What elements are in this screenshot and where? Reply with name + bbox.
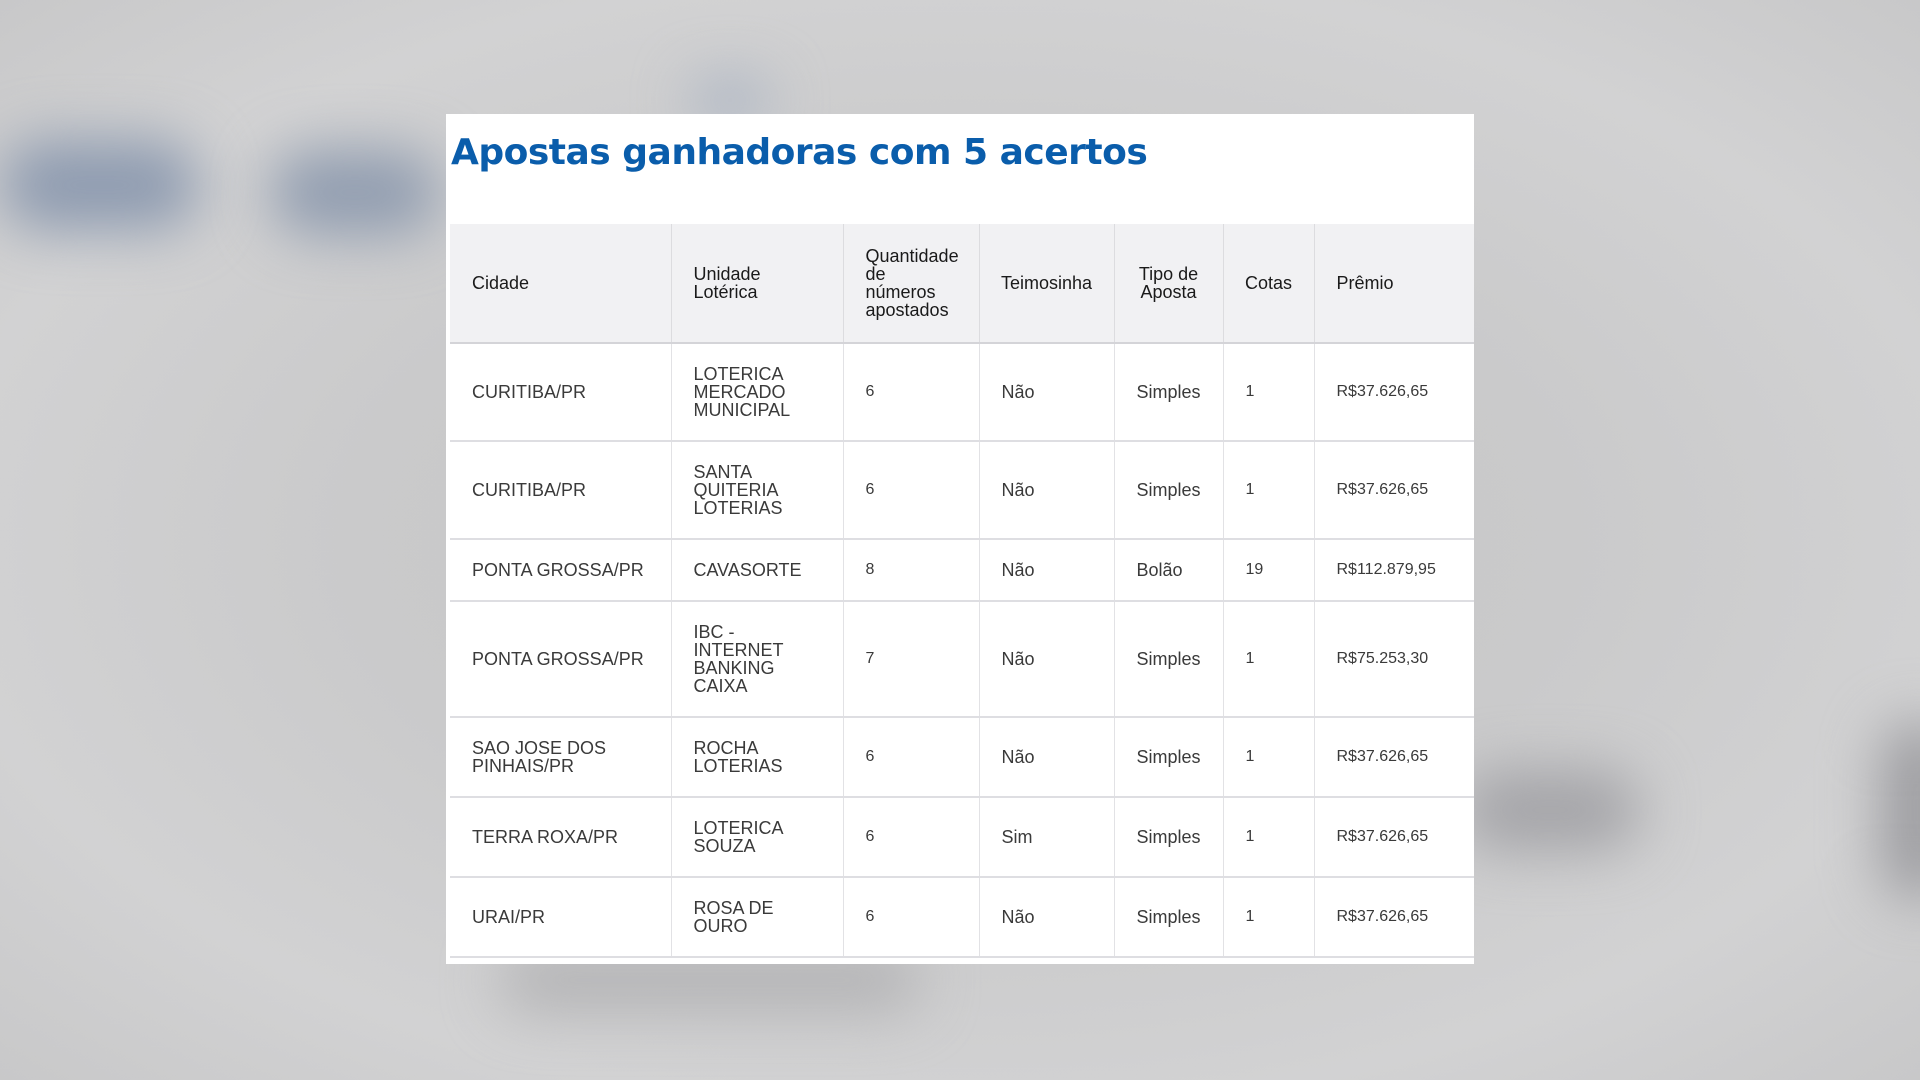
column-header-cotas: Cotas <box>1223 224 1314 343</box>
cell-tipo: Bolão <box>1114 539 1223 601</box>
cell-unidade: IBC - INTERNET BANKING CAIXA <box>671 601 843 717</box>
cell-cotas: 19 <box>1223 539 1314 601</box>
cell-cidade: PONTA GROSSA/PR <box>450 601 671 717</box>
cell-cotas: 1 <box>1223 717 1314 797</box>
cell-cidade: SAO JOSE DOS PINHAIS/PR <box>450 717 671 797</box>
cell-unidade: LOTERICA MERCADO MUNICIPAL <box>671 343 843 441</box>
cell-quantidade: 6 <box>843 441 979 539</box>
cell-quantidade: 6 <box>843 797 979 877</box>
cell-unidade: ROSA DE OURO <box>671 877 843 957</box>
cell-premio: R$37.626,65 <box>1314 797 1474 877</box>
results-panel <box>446 114 1474 964</box>
cell-unidade: CAVASORTE <box>671 539 843 601</box>
background-blur <box>1880 720 1920 900</box>
cell-quantidade: 6 <box>843 877 979 957</box>
cell-quantidade: 6 <box>843 343 979 441</box>
cell-teimosinha: Não <box>979 877 1114 957</box>
column-header-cidade: Cidade <box>450 224 671 343</box>
table-row <box>450 539 1474 601</box>
cell-teimosinha: Não <box>979 539 1114 601</box>
table-row <box>450 717 1474 797</box>
cell-cotas: 1 <box>1223 877 1314 957</box>
cell-tipo: Simples <box>1114 797 1223 877</box>
table-row <box>450 877 1474 957</box>
background-blur <box>270 150 440 235</box>
cell-premio: R$37.626,65 <box>1314 877 1474 957</box>
column-header-teimosinha: Teimosinha <box>979 224 1114 343</box>
cell-tipo: Simples <box>1114 877 1223 957</box>
column-header-quantidade: Quantidade de números apostados <box>843 224 979 343</box>
cell-tipo: Simples <box>1114 441 1223 539</box>
cell-tipo: Simples <box>1114 343 1223 441</box>
cell-cotas: 1 <box>1223 441 1314 539</box>
cell-teimosinha: Não <box>979 717 1114 797</box>
table-header-row <box>450 224 1474 343</box>
cell-teimosinha: Não <box>979 601 1114 717</box>
cell-tipo: Simples <box>1114 717 1223 797</box>
cell-cidade: CURITIBA/PR <box>450 441 671 539</box>
column-header-tipo: Tipo de Aposta <box>1114 224 1223 343</box>
cell-quantidade: 8 <box>843 539 979 601</box>
cell-cotas: 1 <box>1223 601 1314 717</box>
cell-cidade: CURITIBA/PR <box>450 343 671 441</box>
cell-cotas: 1 <box>1223 343 1314 441</box>
cell-premio: R$37.626,65 <box>1314 343 1474 441</box>
cell-premio: R$75.253,30 <box>1314 601 1474 717</box>
cell-teimosinha: Sim <box>979 797 1114 877</box>
column-header-premio: Prêmio <box>1314 224 1474 343</box>
cell-unidade: ROCHA LOTERIAS <box>671 717 843 797</box>
cell-premio: R$112.879,95 <box>1314 539 1474 601</box>
cell-tipo: Simples <box>1114 601 1223 717</box>
winners-table <box>450 224 1474 958</box>
table-row <box>450 343 1474 441</box>
cell-quantidade: 6 <box>843 717 979 797</box>
background-blur <box>1460 770 1640 850</box>
page-title: Apostas ganhadoras com 5 acertos <box>451 132 1148 173</box>
cell-unidade: LOTERICA SOUZA <box>671 797 843 877</box>
cell-cidade: URAI/PR <box>450 877 671 957</box>
cell-cidade: TERRA ROXA/PR <box>450 797 671 877</box>
cell-teimosinha: Não <box>979 441 1114 539</box>
cell-quantidade: 7 <box>843 601 979 717</box>
cell-cotas: 1 <box>1223 797 1314 877</box>
table-row <box>450 797 1474 877</box>
cell-premio: R$37.626,65 <box>1314 717 1474 797</box>
table-row <box>450 601 1474 717</box>
cell-unidade: SANTA QUITERIA LOTERIAS <box>671 441 843 539</box>
background-blur <box>0 140 200 230</box>
cell-premio: R$37.626,65 <box>1314 441 1474 539</box>
cell-teimosinha: Não <box>979 343 1114 441</box>
cell-cidade: PONTA GROSSA/PR <box>450 539 671 601</box>
table-row <box>450 441 1474 539</box>
column-header-unidade: Unidade Lotérica <box>671 224 843 343</box>
